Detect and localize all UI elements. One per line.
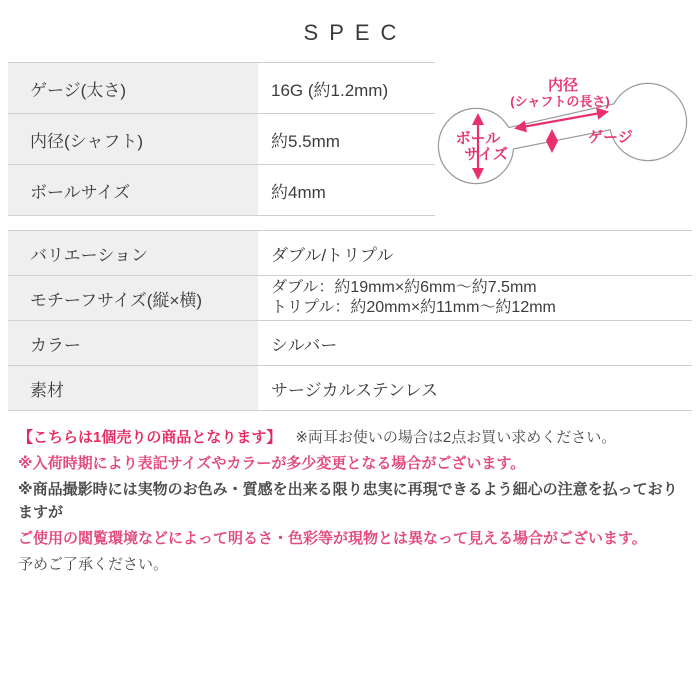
table-row xyxy=(8,366,692,411)
barbell-diagram-svg xyxy=(433,68,697,208)
page-title: SPEC xyxy=(303,20,408,45)
notes-section xyxy=(18,426,688,579)
spec-label-inner-diameter: 内径(シャフト) xyxy=(8,114,258,164)
spec-label-color: カラー xyxy=(8,321,258,365)
ball-size-label-line1: ボール xyxy=(455,130,501,147)
note-photo-accuracy: ※商品撮影時には実物のお色み・質感を出来る限り忠実に再現できるよう細心の注意を払っておりますが xyxy=(18,481,678,521)
note-display-difference: ご使用の閲覧環境などによって明るさ・色彩等が現物とは異なって見える場合がございます。 xyxy=(18,530,647,547)
note-single-item xyxy=(18,426,688,449)
spec-label-variation: バリエーション xyxy=(8,231,258,275)
spec-value-gauge: 16G (約1.2mm) xyxy=(271,80,389,100)
note-understanding: 予めご了承ください。 xyxy=(18,556,169,573)
motif-size-double: ダブル：約19mm×約6mm〜約7.5mm xyxy=(271,279,537,296)
table-row xyxy=(8,165,435,216)
spec-value-inner-diameter: 約5.5mm xyxy=(271,131,340,151)
spec-table-details xyxy=(8,230,692,411)
shaft-length-label: (シャフトの長さ) xyxy=(510,94,610,109)
spec-value-ball-size: 約4mm xyxy=(271,182,326,202)
ball-size-label-line2: サイズ xyxy=(464,146,508,163)
table-row xyxy=(8,321,692,366)
spec-label-ball-size: ボールサイズ xyxy=(8,165,258,215)
note-single-item-highlight: 【こちらは1個売りの商品となります】 xyxy=(18,429,282,446)
motif-size-triple: トリプル：約20mm×約11mm〜約12mm xyxy=(271,299,556,316)
table-row xyxy=(8,276,692,321)
barbell-measurement-diagram xyxy=(433,68,697,208)
spec-value-material: サージカルステンレス xyxy=(271,380,439,400)
spec-label-gauge: ゲージ(太さ) xyxy=(8,63,258,113)
note-both-ears: ※両耳お使いの場合は2点お買い求めください。 xyxy=(295,429,617,446)
spec-value-motif-size xyxy=(258,276,692,320)
table-row xyxy=(8,231,692,276)
gauge-label: ゲージ xyxy=(588,129,633,146)
inner-diameter-label: 内径 xyxy=(547,77,579,94)
spec-table-dimensions xyxy=(8,62,435,216)
spec-label-motif-size: モチーフサイズ(縦×横) xyxy=(8,276,258,320)
table-row xyxy=(8,114,435,165)
note-size-change: ※入荷時期により表記サイズやカラーが多少変更となる場合がございます。 xyxy=(18,455,526,472)
spec-label-material: 素材 xyxy=(8,366,258,410)
spec-value-color: シルバー xyxy=(271,335,338,355)
spec-value-variation: ダブル/トリプル xyxy=(271,245,394,265)
table-row xyxy=(8,63,435,114)
